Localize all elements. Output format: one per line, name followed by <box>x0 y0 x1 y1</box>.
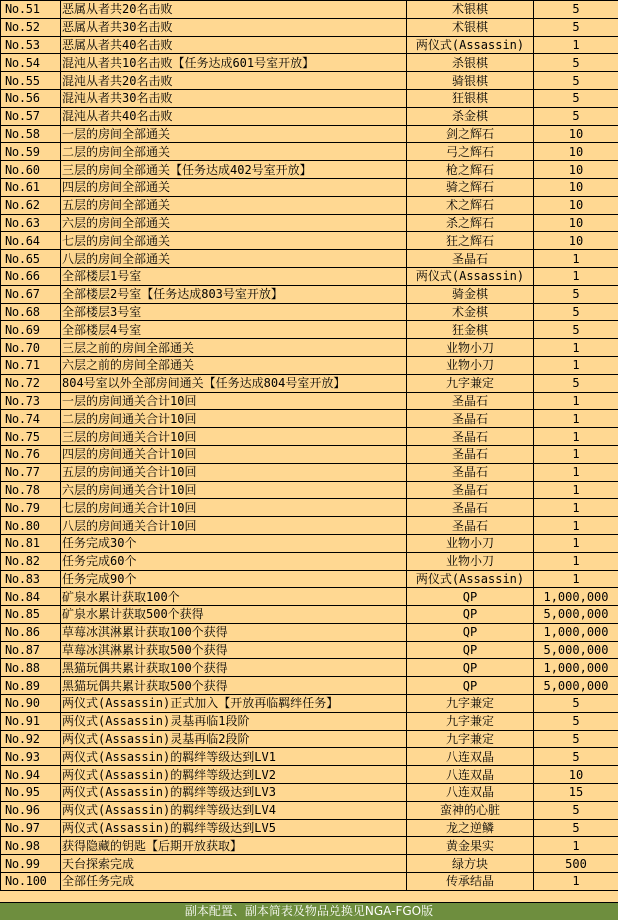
reward-item-cell: 圣晶石 <box>407 445 534 463</box>
mission-number-cell: No.65 <box>1 250 61 268</box>
mission-number-cell: No.84 <box>1 588 61 606</box>
table-row <box>1 54 618 72</box>
reward-quantity-cell: 5 <box>534 801 618 819</box>
mission-number-cell: No.58 <box>1 125 61 143</box>
mission-condition-cell: 全部任务完成 <box>61 873 407 891</box>
reward-item-cell: 两仪式(Assassin) <box>407 36 534 54</box>
reward-item-cell: 圣晶石 <box>407 463 534 481</box>
reward-item-cell: 龙之逆鳞 <box>407 819 534 837</box>
table-row <box>1 588 618 606</box>
reward-quantity-cell: 1 <box>534 410 618 428</box>
table-row <box>1 125 618 143</box>
table-row <box>1 285 618 303</box>
reward-item-cell: 八连双晶 <box>407 748 534 766</box>
mission-number-cell: No.82 <box>1 552 61 570</box>
reward-item-cell: 狂之辉石 <box>407 232 534 250</box>
table-row <box>1 730 618 748</box>
table-row <box>1 766 618 784</box>
reward-item-cell: 枪之辉石 <box>407 161 534 179</box>
reward-quantity-cell: 1 <box>534 428 618 446</box>
table-row <box>1 392 618 410</box>
mission-number-cell: No.78 <box>1 481 61 499</box>
reward-item-cell: 术金棋 <box>407 303 534 321</box>
mission-number-cell: No.53 <box>1 36 61 54</box>
reward-item-cell: QP <box>407 588 534 606</box>
table-row <box>1 72 618 90</box>
table-row <box>1 534 618 552</box>
reward-quantity-cell: 10 <box>534 196 618 214</box>
mission-number-cell: No.64 <box>1 232 61 250</box>
mission-number-cell: No.59 <box>1 143 61 161</box>
mission-number-cell: No.72 <box>1 374 61 392</box>
mission-condition-cell: 黑猫玩偶共累计获取100个获得 <box>61 659 407 677</box>
mission-condition-cell: 混沌从者共20名击败 <box>61 72 407 90</box>
mission-condition-cell: 两仪式(Assassin)正式加入【开放再临羁绊任务】 <box>61 695 407 713</box>
mission-condition-cell: 全部楼层4号室 <box>61 321 407 339</box>
reward-quantity-cell: 10 <box>534 125 618 143</box>
mission-condition-cell: 七层的房间全部通关 <box>61 232 407 250</box>
mission-condition-cell: 矿泉水累计获取100个 <box>61 588 407 606</box>
reward-item-cell: 绿方块 <box>407 855 534 873</box>
mission-number-cell: No.83 <box>1 570 61 588</box>
mission-number-cell: No.94 <box>1 766 61 784</box>
reward-quantity-cell: 5 <box>534 18 618 36</box>
mission-condition-cell: 混沌从者共40名击败 <box>61 107 407 125</box>
mission-condition-cell: 二层的房间通关合计10回 <box>61 410 407 428</box>
mission-number-cell: No.100 <box>1 873 61 891</box>
reward-item-cell: 业物小刀 <box>407 339 534 357</box>
mission-number-cell: No.57 <box>1 107 61 125</box>
mission-number-cell: No.68 <box>1 303 61 321</box>
reward-quantity-cell: 5 <box>534 374 618 392</box>
reward-item-cell: 术之辉石 <box>407 196 534 214</box>
reward-quantity-cell: 500 <box>534 855 618 873</box>
mission-condition-cell: 五层的房间通关合计10回 <box>61 463 407 481</box>
reward-item-cell: 狂银棋 <box>407 89 534 107</box>
reward-item-cell: 杀之辉石 <box>407 214 534 232</box>
reward-quantity-cell: 5,000,000 <box>534 606 618 624</box>
mission-number-cell: No.74 <box>1 410 61 428</box>
mission-condition-cell: 两仪式(Assassin)的羁绊等级达到LV2 <box>61 766 407 784</box>
mission-number-cell: No.73 <box>1 392 61 410</box>
table-row <box>1 517 618 535</box>
mission-number-cell: No.67 <box>1 285 61 303</box>
mission-condition-cell: 天台探索完成 <box>61 855 407 873</box>
reward-item-cell: 九字兼定 <box>407 730 534 748</box>
reward-quantity-cell: 5 <box>534 303 618 321</box>
reward-item-cell: 九字兼定 <box>407 374 534 392</box>
table-row <box>1 321 618 339</box>
table-row <box>1 873 618 891</box>
reward-item-cell: 骑金棋 <box>407 285 534 303</box>
table-row <box>1 659 618 677</box>
mission-number-cell: No.55 <box>1 72 61 90</box>
mission-condition-cell: 804号室以外全部房间通关【任务达成804号室开放】 <box>61 374 407 392</box>
reward-item-cell: 圣晶石 <box>407 392 534 410</box>
table-row <box>1 606 618 624</box>
reward-quantity-cell: 10 <box>534 161 618 179</box>
mission-condition-cell: 八层的房间通关合计10回 <box>61 517 407 535</box>
reward-quantity-cell: 5 <box>534 1 618 19</box>
reward-quantity-cell: 1 <box>534 534 618 552</box>
reward-item-cell: QP <box>407 677 534 695</box>
table-row <box>1 445 618 463</box>
reward-quantity-cell: 10 <box>534 143 618 161</box>
table-row <box>1 712 618 730</box>
table-row <box>1 570 618 588</box>
mission-condition-cell: 获得隐藏的钥匙【后期开放获取】 <box>61 837 407 855</box>
mission-number-cell: No.92 <box>1 730 61 748</box>
mission-condition-cell: 三层的房间通关合计10回 <box>61 428 407 446</box>
table-row <box>1 143 618 161</box>
reward-quantity-cell: 10 <box>534 232 618 250</box>
reward-quantity-cell: 1 <box>534 267 618 285</box>
reward-quantity-cell: 1 <box>534 36 618 54</box>
table-row <box>1 481 618 499</box>
mission-condition-cell: 恶属从者共20名击败 <box>61 1 407 19</box>
reward-quantity-cell: 1,000,000 <box>534 588 618 606</box>
reward-item-cell: 圣晶石 <box>407 428 534 446</box>
mission-condition-cell: 任务完成60个 <box>61 552 407 570</box>
table-row <box>1 677 618 695</box>
mission-number-cell: No.85 <box>1 606 61 624</box>
mission-condition-cell: 恶属从者共30名击败 <box>61 18 407 36</box>
mission-number-cell: No.79 <box>1 499 61 517</box>
mission-number-cell: No.91 <box>1 712 61 730</box>
mission-number-cell: No.87 <box>1 641 61 659</box>
mission-condition-cell: 三层的房间全部通关【任务达成402号室开放】 <box>61 161 407 179</box>
mission-condition-cell: 任务完成30个 <box>61 534 407 552</box>
table-row <box>1 1 618 19</box>
reward-item-cell: 剑之辉石 <box>407 125 534 143</box>
table-row <box>1 784 618 802</box>
table-row <box>1 819 618 837</box>
mission-condition-cell: 四层的房间全部通关 <box>61 178 407 196</box>
reward-item-cell: 骑银棋 <box>407 72 534 90</box>
reward-quantity-cell: 10 <box>534 178 618 196</box>
mission-condition-cell: 任务完成90个 <box>61 570 407 588</box>
reward-item-cell: 蛮神的心脏 <box>407 801 534 819</box>
mission-condition-cell: 五层的房间全部通关 <box>61 196 407 214</box>
mission-condition-cell: 混沌从者共30名击败 <box>61 89 407 107</box>
reward-item-cell: 两仪式(Assassin) <box>407 570 534 588</box>
table-row <box>1 374 618 392</box>
reward-quantity-cell: 1 <box>534 445 618 463</box>
mission-condition-cell: 两仪式(Assassin)灵基再临1段阶 <box>61 712 407 730</box>
table-row <box>1 641 618 659</box>
reward-item-cell: 业物小刀 <box>407 534 534 552</box>
mission-condition-cell: 两仪式(Assassin)的羁绊等级达到LV3 <box>61 784 407 802</box>
mission-number-cell: No.62 <box>1 196 61 214</box>
mission-condition-cell: 六层的房间通关合计10回 <box>61 481 407 499</box>
mission-number-cell: No.56 <box>1 89 61 107</box>
mission-condition-cell: 两仪式(Assassin)的羁绊等级达到LV1 <box>61 748 407 766</box>
mission-condition-cell: 全部楼层2号室【任务达成803号室开放】 <box>61 285 407 303</box>
mission-number-cell: No.93 <box>1 748 61 766</box>
reward-quantity-cell: 5 <box>534 695 618 713</box>
reward-quantity-cell: 1 <box>534 339 618 357</box>
mission-number-cell: No.71 <box>1 356 61 374</box>
table-row <box>1 837 618 855</box>
reward-item-cell: 术银棋 <box>407 18 534 36</box>
mission-condition-cell: 六层的房间全部通关 <box>61 214 407 232</box>
table-row <box>1 552 618 570</box>
mission-condition-cell: 全部楼层3号室 <box>61 303 407 321</box>
mission-condition-cell: 全部楼层1号室 <box>61 267 407 285</box>
mission-number-cell: No.69 <box>1 321 61 339</box>
table-row <box>1 623 618 641</box>
reward-quantity-cell: 5 <box>534 285 618 303</box>
reward-quantity-cell: 1 <box>534 499 618 517</box>
reward-item-cell: 杀银棋 <box>407 54 534 72</box>
reward-item-cell: 骑之辉石 <box>407 178 534 196</box>
reward-item-cell: 狂金棋 <box>407 321 534 339</box>
reward-quantity-cell: 5,000,000 <box>534 641 618 659</box>
reward-quantity-cell: 15 <box>534 784 618 802</box>
table-row <box>1 36 618 54</box>
mission-number-cell: No.98 <box>1 837 61 855</box>
mission-number-cell: No.88 <box>1 659 61 677</box>
mission-condition-cell: 草莓冰淇淋累计获取500个获得 <box>61 641 407 659</box>
table-row <box>1 410 618 428</box>
reward-item-cell: 弓之辉石 <box>407 143 534 161</box>
mission-number-cell: No.96 <box>1 801 61 819</box>
reward-item-cell: 八连双晶 <box>407 784 534 802</box>
mission-number-cell: No.76 <box>1 445 61 463</box>
mission-condition-cell: 两仪式(Assassin)的羁绊等级达到LV4 <box>61 801 407 819</box>
mission-number-cell: No.60 <box>1 161 61 179</box>
reward-item-cell: 八连双晶 <box>407 766 534 784</box>
table-row <box>1 855 618 873</box>
mission-condition-cell: 一层的房间全部通关 <box>61 125 407 143</box>
table-row <box>1 748 618 766</box>
table-row <box>1 89 618 107</box>
mission-number-cell: No.77 <box>1 463 61 481</box>
reward-item-cell: 圣晶石 <box>407 517 534 535</box>
reward-quantity-cell: 5,000,000 <box>534 677 618 695</box>
reward-item-cell: 传承结晶 <box>407 873 534 891</box>
table-row <box>1 356 618 374</box>
table-row <box>1 463 618 481</box>
mission-condition-cell: 草莓冰淇淋累计获取100个获得 <box>61 623 407 641</box>
reward-quantity-cell: 1 <box>534 873 618 891</box>
reward-quantity-cell: 5 <box>534 730 618 748</box>
mission-condition-cell: 三层之前的房间全部通关 <box>61 339 407 357</box>
reward-quantity-cell: 5 <box>534 54 618 72</box>
reward-item-cell: 圣晶石 <box>407 250 534 268</box>
mission-condition-cell: 黑猫玩偶共累计获取500个获得 <box>61 677 407 695</box>
reward-item-cell: QP <box>407 606 534 624</box>
table-row <box>1 178 618 196</box>
table-row <box>1 250 618 268</box>
reward-quantity-cell: 1 <box>534 356 618 374</box>
reward-item-cell: 两仪式(Assassin) <box>407 267 534 285</box>
mission-condition-cell: 两仪式(Assassin)的羁绊等级达到LV5 <box>61 819 407 837</box>
table-row <box>1 214 618 232</box>
table-row <box>1 232 618 250</box>
reward-quantity-cell: 1 <box>534 570 618 588</box>
table-row <box>1 267 618 285</box>
mission-condition-cell: 七层的房间通关合计10回 <box>61 499 407 517</box>
reward-quantity-cell: 10 <box>534 214 618 232</box>
mission-number-cell: No.70 <box>1 339 61 357</box>
reward-item-cell: 圣晶石 <box>407 481 534 499</box>
reward-quantity-cell: 1 <box>534 481 618 499</box>
mission-condition-cell: 一层的房间通关合计10回 <box>61 392 407 410</box>
table-row <box>1 107 618 125</box>
reward-item-cell: 黄金果实 <box>407 837 534 855</box>
mission-number-cell: No.51 <box>1 1 61 19</box>
reward-item-cell: QP <box>407 623 534 641</box>
table-row <box>1 801 618 819</box>
reward-quantity-cell: 1,000,000 <box>534 659 618 677</box>
mission-number-cell: No.80 <box>1 517 61 535</box>
mission-condition-cell: 二层的房间全部通关 <box>61 143 407 161</box>
reward-item-cell: 业物小刀 <box>407 356 534 374</box>
mission-number-cell: No.52 <box>1 18 61 36</box>
mission-number-cell: No.63 <box>1 214 61 232</box>
mission-number-cell: No.86 <box>1 623 61 641</box>
mission-number-cell: No.81 <box>1 534 61 552</box>
table-row <box>1 499 618 517</box>
mission-number-cell: No.61 <box>1 178 61 196</box>
mission-number-cell: No.89 <box>1 677 61 695</box>
reward-quantity-cell: 10 <box>534 766 618 784</box>
mission-number-cell: No.95 <box>1 784 61 802</box>
footer-note: 副本配置、副本简表及物品兑换见NGA-FGO版 <box>0 902 618 920</box>
reward-item-cell: 术银棋 <box>407 1 534 19</box>
mission-number-cell: No.97 <box>1 819 61 837</box>
table-row <box>1 339 618 357</box>
mission-number-cell: No.54 <box>1 54 61 72</box>
reward-item-cell: 九字兼定 <box>407 695 534 713</box>
mission-condition-cell: 四层的房间通关合计10回 <box>61 445 407 463</box>
reward-item-cell: 圣晶石 <box>407 410 534 428</box>
reward-quantity-cell: 5 <box>534 712 618 730</box>
table-row <box>1 695 618 713</box>
reward-quantity-cell: 5 <box>534 107 618 125</box>
reward-quantity-cell: 1 <box>534 552 618 570</box>
table-row <box>1 196 618 214</box>
reward-item-cell: 杀金棋 <box>407 107 534 125</box>
reward-item-cell: QP <box>407 659 534 677</box>
reward-quantity-cell: 1 <box>534 837 618 855</box>
mission-table-body <box>1 1 618 891</box>
mission-condition-cell: 混沌从者共10名击败【任务达成601号室开放】 <box>61 54 407 72</box>
mission-number-cell: No.90 <box>1 695 61 713</box>
reward-item-cell: 九字兼定 <box>407 712 534 730</box>
table-row <box>1 303 618 321</box>
table-row <box>1 18 618 36</box>
reward-quantity-cell: 1 <box>534 250 618 268</box>
reward-item-cell: 圣晶石 <box>407 499 534 517</box>
reward-quantity-cell: 5 <box>534 321 618 339</box>
table-row <box>1 428 618 446</box>
reward-quantity-cell: 5 <box>534 748 618 766</box>
mission-condition-cell: 八层的房间全部通关 <box>61 250 407 268</box>
reward-quantity-cell: 5 <box>534 72 618 90</box>
reward-quantity-cell: 1 <box>534 517 618 535</box>
reward-quantity-cell: 1 <box>534 463 618 481</box>
reward-quantity-cell: 5 <box>534 89 618 107</box>
mission-condition-cell: 六层之前的房间全部通关 <box>61 356 407 374</box>
reward-quantity-cell: 1,000,000 <box>534 623 618 641</box>
mission-condition-cell: 矿泉水累计获取500个获得 <box>61 606 407 624</box>
table-row <box>1 161 618 179</box>
reward-item-cell: 业物小刀 <box>407 552 534 570</box>
mission-number-cell: No.66 <box>1 267 61 285</box>
mission-condition-cell: 恶属从者共40名击败 <box>61 36 407 54</box>
reward-item-cell: QP <box>407 641 534 659</box>
mission-number-cell: No.99 <box>1 855 61 873</box>
reward-quantity-cell: 5 <box>534 819 618 837</box>
reward-quantity-cell: 1 <box>534 392 618 410</box>
mission-number-cell: No.75 <box>1 428 61 446</box>
mission-condition-cell: 两仪式(Assassin)灵基再临2段阶 <box>61 730 407 748</box>
